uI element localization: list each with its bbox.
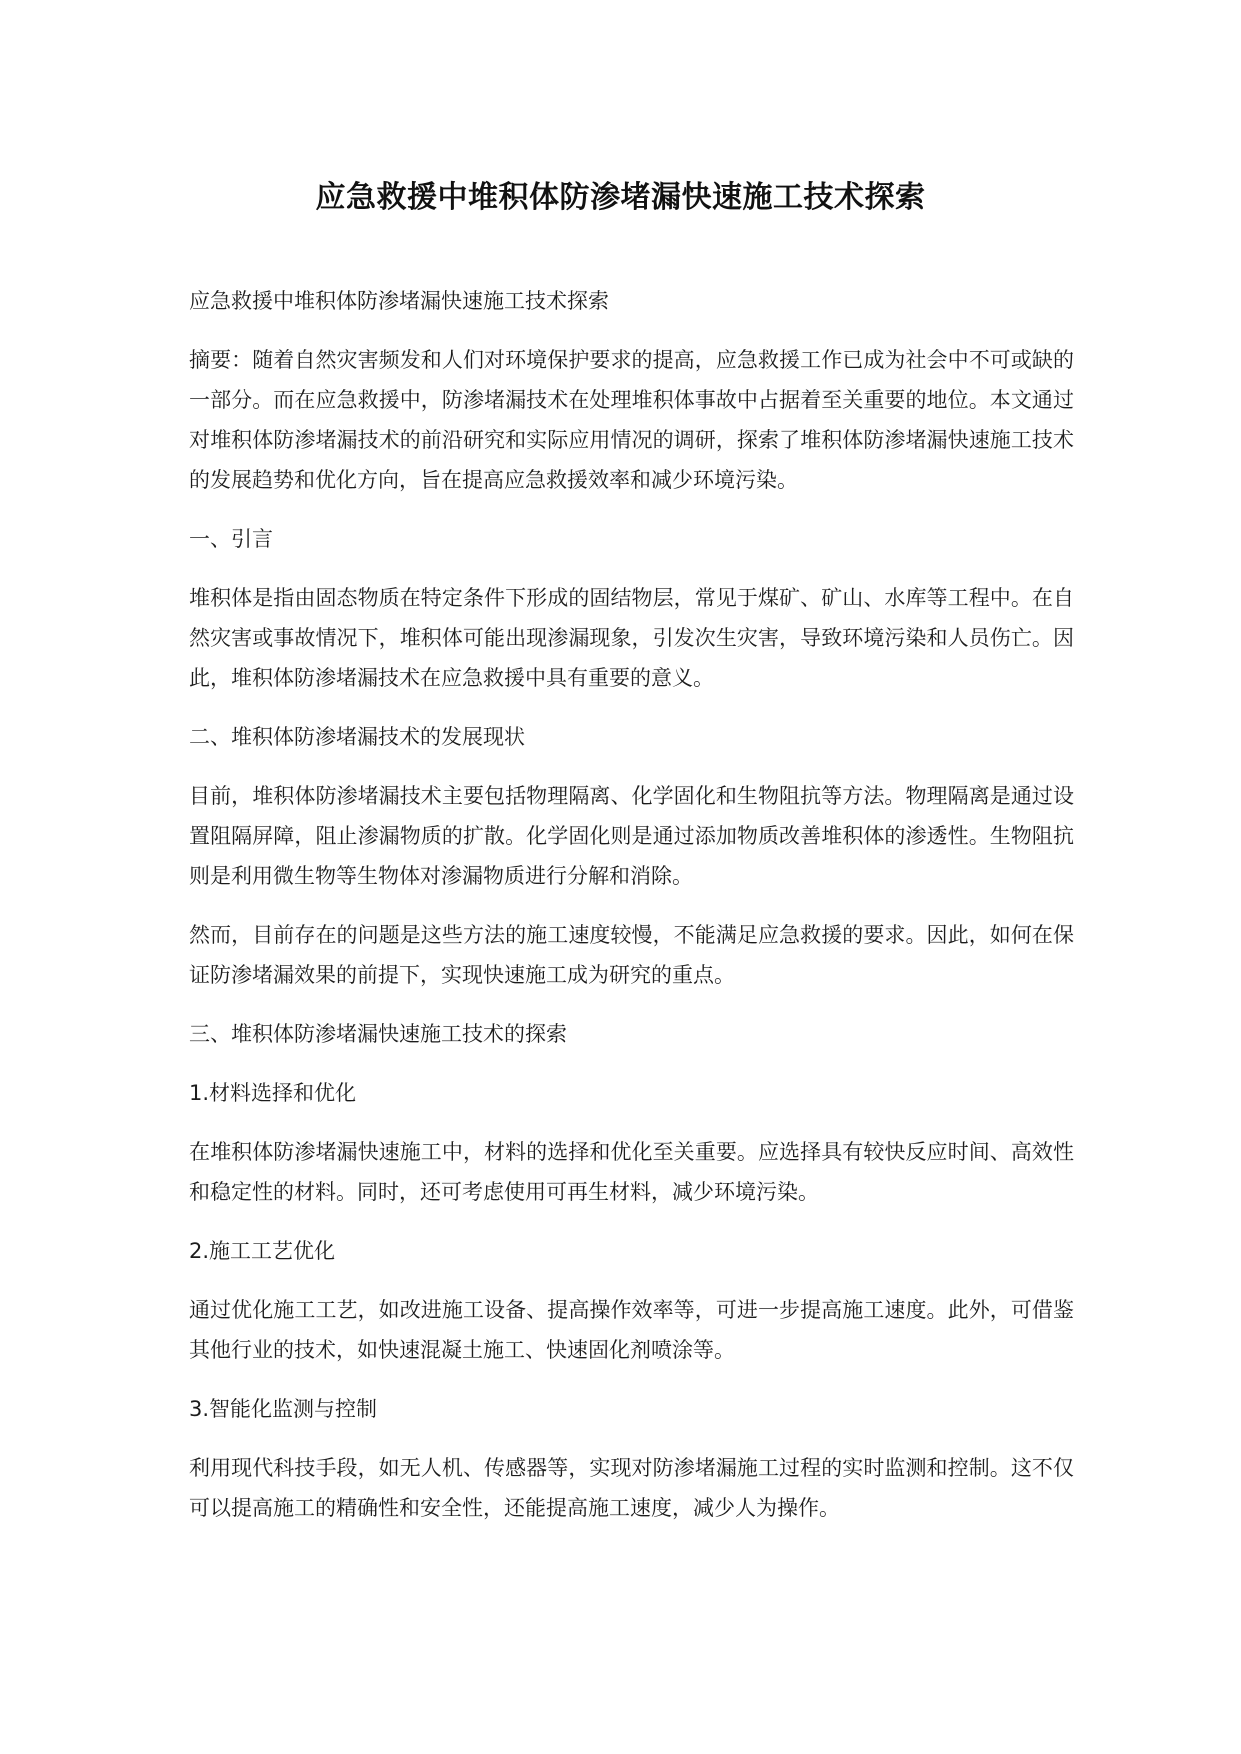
subsection-heading-process: 2.施工工艺优化	[189, 1239, 336, 1263]
subsection-heading-monitoring: 3.智能化监测与控制	[189, 1397, 378, 1421]
section-heading-introduction: 一、引言	[189, 527, 273, 551]
status-paragraph-2: 然而，目前存在的问题是这些方法的施工速度较慢，不能满足应急救援的要求。因此，如何在保证防渗堵漏效果的前提下，实现快速施工成为研究的重点。	[189, 923, 1074, 987]
abstract-paragraph: 摘要：随着自然灾害频发和人们对环境保护要求的提高，应急救援工作已成为社会中不可或缺的一部分。而在应急救援中，防渗堵漏技术在处理堆积体事故中占据着至关重要的地位。本文通过对堆积体防渗堵漏技术的前沿研究和实际应用情况的调研，探索了堆积体防渗堵漏快速施工技术的发展趋势和优化方向，旨在提高应急救援效率和减少环境污染。	[189, 348, 1074, 492]
document-title: 应急救援中堆积体防渗堵漏快速施工技术探索	[315, 180, 926, 215]
monitoring-paragraph: 利用现代科技手段，如无人机、传感器等，实现对防渗堵漏施工过程的实时监测和控制。这不仅可以提高施工的精确性和安全性，还能提高施工速度，减少人为操作。	[189, 1456, 1074, 1520]
subsection-heading-materials: 1.材料选择和优化	[189, 1081, 357, 1105]
document-body	[189, 281, 1074, 1547]
status-paragraph-1: 目前，堆积体防渗堵漏技术主要包括物理隔离、化学固化和生物阻抗等方法。物理隔离是通过设置阻隔屏障，阻止渗漏物质的扩散。化学固化则是通过添加物质改善堆积体的渗透性。生物阻抗则是利用微生物等生物体对渗漏物质进行分解和消除。	[189, 784, 1074, 888]
materials-paragraph: 在堆积体防渗堵漏快速施工中，材料的选择和优化至关重要。应选择具有较快反应时间、高效性和稳定性的材料。同时，还可考虑使用可再生材料，减少环境污染。	[189, 1140, 1074, 1204]
process-paragraph: 通过优化施工工艺，如改进施工设备、提高操作效率等，可进一步提高施工速度。此外，可借鉴其他行业的技术，如快速混凝土施工、快速固化剂喷涂等。	[189, 1298, 1074, 1362]
section-heading-status: 二、堆积体防渗堵漏技术的发展现状	[189, 725, 525, 749]
introduction-paragraph: 堆积体是指由固态物质在特定条件下形成的固结物层，常见于煤矿、矿山、水库等工程中。在自然灾害或事故情况下，堆积体可能出现渗漏现象，引发次生灾害，导致环境污染和人员伤亡。因此，堆积体防渗堵漏技术在应急救援中具有重要的意义。	[189, 586, 1074, 690]
document-subtitle: 应急救援中堆积体防渗堵漏快速施工技术探索	[189, 289, 609, 313]
section-heading-exploration: 三、堆积体防渗堵漏快速施工技术的探索	[189, 1022, 567, 1046]
